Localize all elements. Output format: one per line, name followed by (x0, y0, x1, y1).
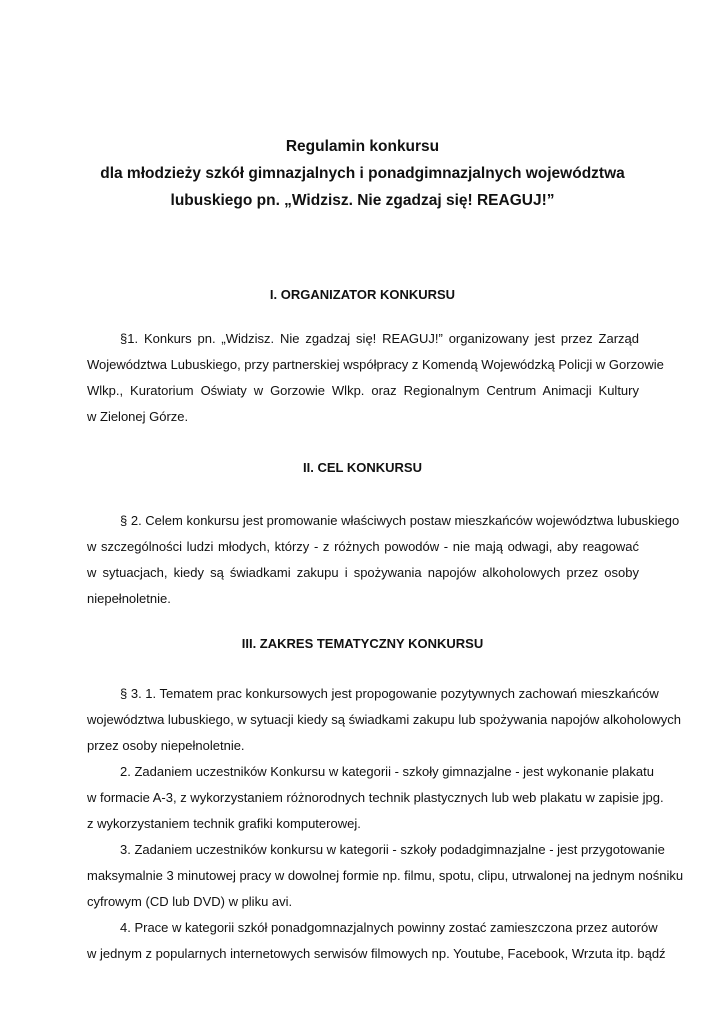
paragraph-line: 4. Prace w kategorii szkół ponadgomnazjalnych powinny zostać zamieszczona przez autorów (120, 920, 658, 935)
paragraph-line: maksymalnie 3 minutowej pracy w dowolnej formie np. filmu, spotu, clipu, utrwalonej na jednym nośniku (87, 868, 684, 883)
section-3-paragraph (87, 681, 684, 967)
paragraph-line: § 3. 1. Tematem prac konkursowych jest propogowanie pozytywnych zachowań mieszkańców (120, 686, 659, 701)
section-1-paragraph (87, 326, 664, 430)
section-2-heading: II. CEL KONKURSU (303, 460, 422, 475)
paragraph-line: przez osoby niepełnoletnie. (87, 738, 245, 753)
title-line-3: lubuskiego pn. „Widzisz. Nie zgadzaj się! REAGUJ!” (170, 192, 555, 209)
paragraph-line: Województwa Lubuskiego, przy partnerskiej współpracy z Komendą Wojewódzką Policji w Gorzowie (87, 357, 664, 372)
paragraph-line: 2. Zadaniem uczestników Konkursu w kategorii - szkoły gimnazjalne - jest wykonanie plakatu (120, 764, 654, 779)
paragraph-line: w jednym z popularnych internetowych serwisów filmowych np. Youtube, Facebook, Wrzuta itp. bądź (87, 946, 666, 961)
paragraph-line: 3. Zadaniem uczestników konkursu w kategorii - szkoły podadgimnazjalne - jest przygotowanie (120, 842, 665, 857)
paragraph-line: Wlkp., Kuratorium Oświaty w Gorzowie Wlkp. oraz Regionalnym Centrum Animacji Kultury (87, 383, 639, 398)
document-title (0, 133, 725, 214)
title-line-1: Regulamin konkursu (285, 138, 440, 155)
title-line-2: dla młodzieży szkół gimnazjalnych i ponadgimnazjalnych województwa (100, 165, 625, 182)
paragraph-line: z wykorzystaniem technik grafiki komputerowej. (87, 816, 361, 831)
section-3-heading: III. ZAKRES TEMATYCZNY KONKURSU (241, 636, 484, 651)
section-2-paragraph (87, 508, 680, 612)
paragraph-line: w formacie A-3, z wykorzystaniem różnorodnych technik plastycznych lub web plakatu w zapisie jpg. (87, 790, 664, 805)
section-1-heading: I. ORGANIZATOR KONKURSU (269, 287, 456, 302)
paragraph-line: cyfrowym (CD lub DVD) w pliku avi. (87, 894, 293, 909)
paragraph-line: województwa lubuskiego, w sytuacji kiedy są świadkami zakupu lub spożywania napojów alkoholowych (87, 712, 681, 727)
paragraph-line: § 2. Celem konkursu jest promowanie właściwych postaw mieszkańców województwa lubuskiego (120, 513, 680, 528)
paragraph-line: niepełnoletnie. (87, 591, 171, 606)
paragraph-line: w Zielonej Górze. (87, 409, 189, 424)
paragraph-line: w szczególności ludzi młodych, którzy - z różnych powodów - nie mają odwagi, aby reagować (87, 539, 639, 554)
paragraph-line: §1. Konkurs pn. „Widzisz. Nie zgadzaj się! REAGUJ!” organizowany jest przez Zarząd (120, 331, 639, 346)
paragraph-line: w sytuacjach, kiedy są świadkami zakupu i spożywania napojów alkoholowych przez osoby (87, 565, 639, 580)
